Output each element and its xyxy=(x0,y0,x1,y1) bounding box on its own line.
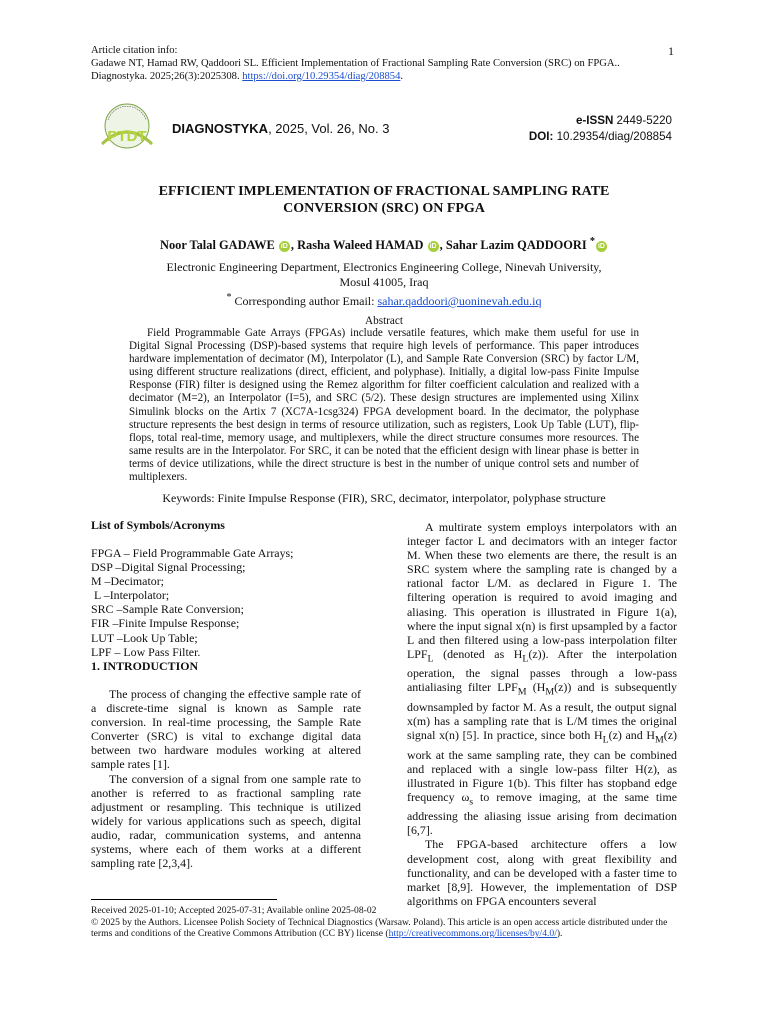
author-separator: , xyxy=(290,238,298,253)
issn-doi-block xyxy=(529,113,672,145)
license-end: ). xyxy=(556,928,563,940)
author-2: Rasha Waleed HAMAD xyxy=(297,238,427,253)
journal-title: DIAGNOSTYKA xyxy=(172,121,269,136)
list-item: LUT –Look Up Table; xyxy=(91,630,198,645)
orcid-icon[interactable]: iD xyxy=(429,243,437,251)
symbols-list xyxy=(91,546,361,659)
author-3: Sahar Lazim QADDOORI xyxy=(445,238,590,253)
paragraph: The conversion of a signal from one sample rate to another is referred to as fractional sampling rate adjustment or resampling. This technique is utilized widely for various applications such as speech, digital audio, radar, communication systems, and antenna systems, where each of them works at a different sampling rate [2,3,4]. xyxy=(91,771,361,871)
list-item: M –Decimator; xyxy=(91,574,164,589)
abstract-heading: Abstract xyxy=(365,315,403,327)
logo-text: PTDT xyxy=(107,128,147,145)
eissn-value: 2449-5220 xyxy=(613,114,672,127)
right-column-text xyxy=(407,520,677,908)
abstract-body xyxy=(129,327,639,484)
section-heading-introduction: 1. INTRODUCTION xyxy=(91,659,199,673)
doi-value: 10.29354/diag/208854 xyxy=(553,130,672,143)
corresponding-email-link[interactable]: sahar.qaddoori@uoninevah.edu.iq xyxy=(377,294,542,308)
author-1: Noor Talal GADAWE xyxy=(160,238,278,253)
title-line-2: CONVERSION (SRC) ON FPGA xyxy=(283,201,485,216)
orcid-icon[interactable]: iD xyxy=(280,243,288,251)
affiliation xyxy=(90,260,678,309)
citation-doi-link[interactable]: https://doi.org/10.29354/diag/208854 xyxy=(242,71,401,82)
abstract-text: Field Programmable Gate Arrays (FPGAs) include versatile features, which make them useful for use in Digital Signal Processing (DSP)-based systems that require high levels of performance. This paper introduces hardware implementation of decimator (M), Interpolator (L), and Sample Rate Conversion (SRC) by factor L/M, using different structure realizations (direct, efficient, and polyphase). Initially, a digital low-pass Finite Impulse Response (FIR) filter is designed using the Remez algorithm for filter coefficient calculation and realized with a decimator (M=2), an Interpolator (I=5), and SRC (5/2). These design structures are implemented using Xilinx Simulink blocks on the Artix 7 (XC7A-1csg324) FPGA development board. In the decimator, the polyphase structure represents the best design in terms of resource utilization, such as registers, Look Up Table (LUT), flip-flops, total real-time, memory usage, and multiplexers, while the direct structure consumes more resources. The same results are in the Interpolator. For SRC, it can be noted that the efficient design with linear phase is better in terms of device utilizations, while the direct structure is best in the number of unique control sets and number of multiplexers. xyxy=(129,327,639,484)
symbols-heading: List of Symbols/Acronyms xyxy=(91,518,225,532)
eissn-label: e-ISSN xyxy=(575,114,614,127)
list-item: DSP –Digital Signal Processing; xyxy=(91,560,246,575)
paragraph: The process of changing the effective sample rate of a discrete-time signal is known as Sample rate conversion. In real-time processing, the Sample Rate Converter (SRC) is vital to exchange digital data between two hardware modules working at altered sample rates [1]. xyxy=(91,687,361,772)
citation-body: Gadawe NT, Hamad RW, Qaddoori SL. Efficient Implementation of Fractional Sampling Rate Conversion (SRC) on FPGA.. Diagnostyka. 2025;26(3):2025308. xyxy=(91,58,620,82)
corresponding-author xyxy=(90,290,678,309)
received-dates: Received 2025-01-10; Accepted 2025-07-31; Available online 2025-08-02 xyxy=(91,905,377,916)
journal-name xyxy=(172,121,389,136)
author-list xyxy=(90,236,678,253)
doi-label: DOI: xyxy=(528,130,554,143)
license-note xyxy=(91,917,681,940)
corr-mark: * xyxy=(226,292,232,303)
paragraph: A multirate system employs interpolators with an integer factor L and decimators with an integer factor M. When these two elements are there, the result is an SRC system where the sampling rate is changed by a rational factor L/M. as declared in Figure 1. The filtering operation is required to avoid imaging and aliasing. This operation is illustrated in Figure 1(a), where the input signal x(n) is first upsampled by a factor L and then filtered using a low-pass interpolation filter $LPF_L$ (denoted as $H_L(z)$). After the interpolation operation, the signal passes through a low-pass antialiasing filter $LPF_M$ $(H_M(z))$ and is subsequently downsampled by factor M. As a result, the output signal x(m) has a sampling rate that is L/M times the original signal x(n) [5]. In practice, since both $H_L(z)$ and $H_M(z)$ work at the same sampling rate, they can be combined and replaced with a single low-pass filter H(z), as illustrated in Figure 1(b). This filter has stopband edge frequency $\omega_s$ to remove imaging, at the same time addressing the aliasing issue arising from decimation [6,7]. xyxy=(407,520,678,838)
intro-text xyxy=(91,687,361,870)
citation-label: Article citation info: xyxy=(91,45,178,56)
page-number: 1 xyxy=(668,44,674,58)
list-item: L –Interpolator; xyxy=(91,588,170,603)
paper-title xyxy=(90,183,678,217)
license-link[interactable]: http://creativecommons.org/licenses/by/4.0/ xyxy=(388,928,557,940)
citation-text xyxy=(91,57,676,83)
license-text: © 2025 by the Authors. Licensee Polish Society of Technical Diagnostics (Warsaw. Poland). This article is an open access article distributed under the terms and conditions of the Creative Commons Attribution (CC BY) license ( xyxy=(91,916,668,940)
footnote-divider xyxy=(91,899,277,900)
journal-info: , 2025, Vol. 26, No. 3 xyxy=(268,121,390,136)
journal-logo xyxy=(96,100,158,156)
citation-block xyxy=(91,44,676,83)
corresponding-mark: * xyxy=(589,236,595,247)
keywords: Keywords: Finite Impulse Response (FIR), SRC, decimator, interpolator, polyphase structure xyxy=(162,491,606,505)
footer-notes xyxy=(91,905,681,940)
affiliation-line-2: Mosul 41005, Iraq xyxy=(339,275,429,289)
corr-text: Corresponding author Email: xyxy=(231,294,378,308)
author-separator: , xyxy=(439,238,446,253)
list-item: LPF – Low Pass Filter. xyxy=(91,644,201,659)
list-item: FIR –Finite Impulse Response; xyxy=(91,616,240,631)
title-line-1: EFFICIENT IMPLEMENTATION OF FRACTIONAL SAMPLING RATE xyxy=(158,184,610,199)
orcid-icon[interactable]: iD xyxy=(597,243,605,251)
list-item: FPGA – Field Programmable Gate Arrays; xyxy=(91,546,294,560)
list-item: SRC –Sample Rate Conversion; xyxy=(91,602,244,617)
paragraph: The FPGA-based architecture offers a low development cost, along with great flexibility and functionality, and can be developed with a faster time to market [8,9]. However, the implementation of DSP algorithms on FPGA encounters several xyxy=(407,837,677,908)
affiliation-line-1: Electronic Engineering Department, Electronics Engineering College, Ninevah University, xyxy=(166,260,602,274)
citation-doi-suffix: . xyxy=(400,71,404,82)
